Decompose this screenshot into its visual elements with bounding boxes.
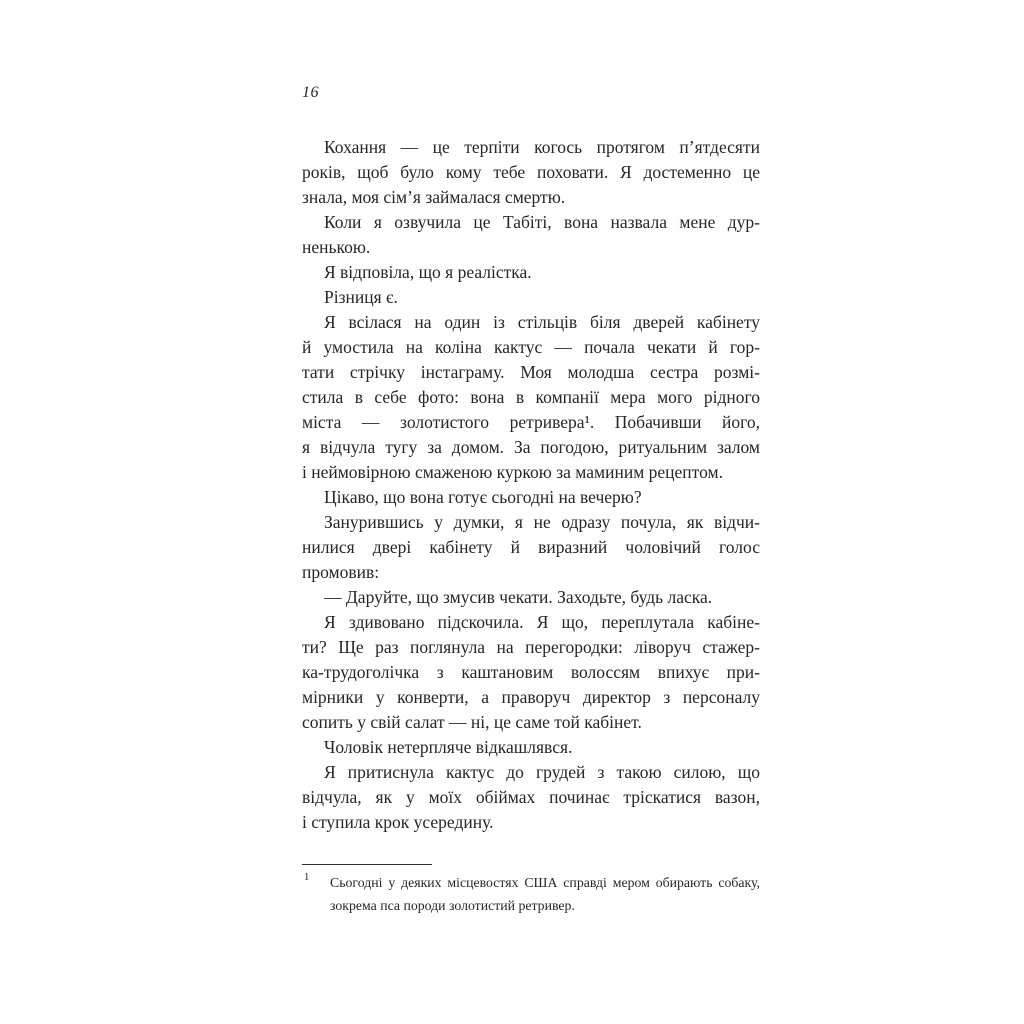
paragraph	[302, 310, 760, 485]
text-line: і неймовірною смаженою куркою за маминим рецептом.	[302, 462, 723, 482]
text-line: мірники у конверти, а праворуч директор з персоналу	[302, 687, 760, 707]
text-line: сопить у свій салат — ні, це саме той кабінет.	[302, 712, 642, 732]
text-line: років, щоб було кому тебе поховати. Я достеменно це	[302, 162, 760, 182]
text-line: міста — золотистого ретривера¹. Побачивши його,	[302, 412, 760, 432]
text-line: відчула, як у моїх обіймах починає тріскатися вазон,	[302, 787, 760, 807]
footnote-text	[330, 871, 760, 917]
paragraph	[302, 510, 760, 585]
text-line: і ступила крок усередину.	[302, 812, 494, 832]
paragraph	[302, 285, 760, 310]
body-text	[302, 135, 760, 835]
text-line: знала, моя сім’я займалася смертю.	[302, 187, 566, 207]
text-line: Я здивовано підскочила. Я що, переплутала кабіне-	[324, 612, 760, 632]
text-line: зокрема пса породи золотистий ретривер.	[330, 898, 575, 913]
text-line: ка-трудоголічка з каштановим волоссям впихує при-	[302, 662, 760, 682]
text-line: Сьогодні у деяких місцевостях США справді мером обирають собаку,	[330, 875, 760, 890]
page-number: 16	[302, 84, 319, 101]
text-line: Різниця є.	[324, 287, 398, 307]
text-line: я відчула тугу за домом. За погодою, ритуальним залом	[302, 437, 760, 457]
paragraph	[302, 735, 760, 760]
paragraph	[302, 585, 760, 610]
footnote-row	[302, 871, 760, 917]
text-line: тати стрічку інстаграму. Моя молодша сестра розмі-	[302, 362, 760, 382]
paragraph	[302, 610, 760, 735]
text-line: Я відповіла, що я реалістка.	[324, 262, 532, 282]
text-line: Я притиснула кактус до грудей з такою силою, що	[324, 762, 760, 782]
text-line: ти? Ще раз поглянула на перегородки: ліворуч стажер-	[302, 637, 760, 657]
paragraph	[302, 760, 760, 835]
text-line: Я всілася на один із стільців біля дверей кабінету	[324, 312, 760, 332]
paragraph	[302, 135, 760, 210]
footnote	[302, 864, 760, 917]
footnote-rule	[302, 864, 432, 865]
text-line: Занурившись у думки, я не одразу почула, як відчи-	[324, 512, 760, 532]
text-line: Кохання — це терпіти когось протягом п’ятдесяти	[324, 137, 760, 157]
text-line: Коли я озвучила це Табіті, вона назвала мене дур-	[324, 212, 760, 232]
text-line: ненькою.	[302, 237, 371, 257]
paragraph	[302, 210, 760, 260]
text-line: стила в себе фото: вона в компанії мера мого рідного	[302, 387, 760, 407]
text-line: й умостила на коліна кактус — почала чекати й гор-	[302, 337, 760, 357]
text-line: Чоловік нетерпляче відкашлявся.	[324, 737, 573, 757]
text-line: нилися двері кабінету й виразний чоловічий голос	[302, 537, 760, 557]
text-line: — Даруйте, що змусив чекати. Заходьте, будь ласка.	[324, 587, 713, 607]
text-line: Цікаво, що вона готує сьогодні на вечерю?	[324, 487, 642, 507]
paragraph	[302, 260, 760, 285]
text-line: промовив:	[302, 562, 380, 582]
paragraph	[302, 485, 760, 510]
footnote-marker: 1	[304, 872, 310, 883]
